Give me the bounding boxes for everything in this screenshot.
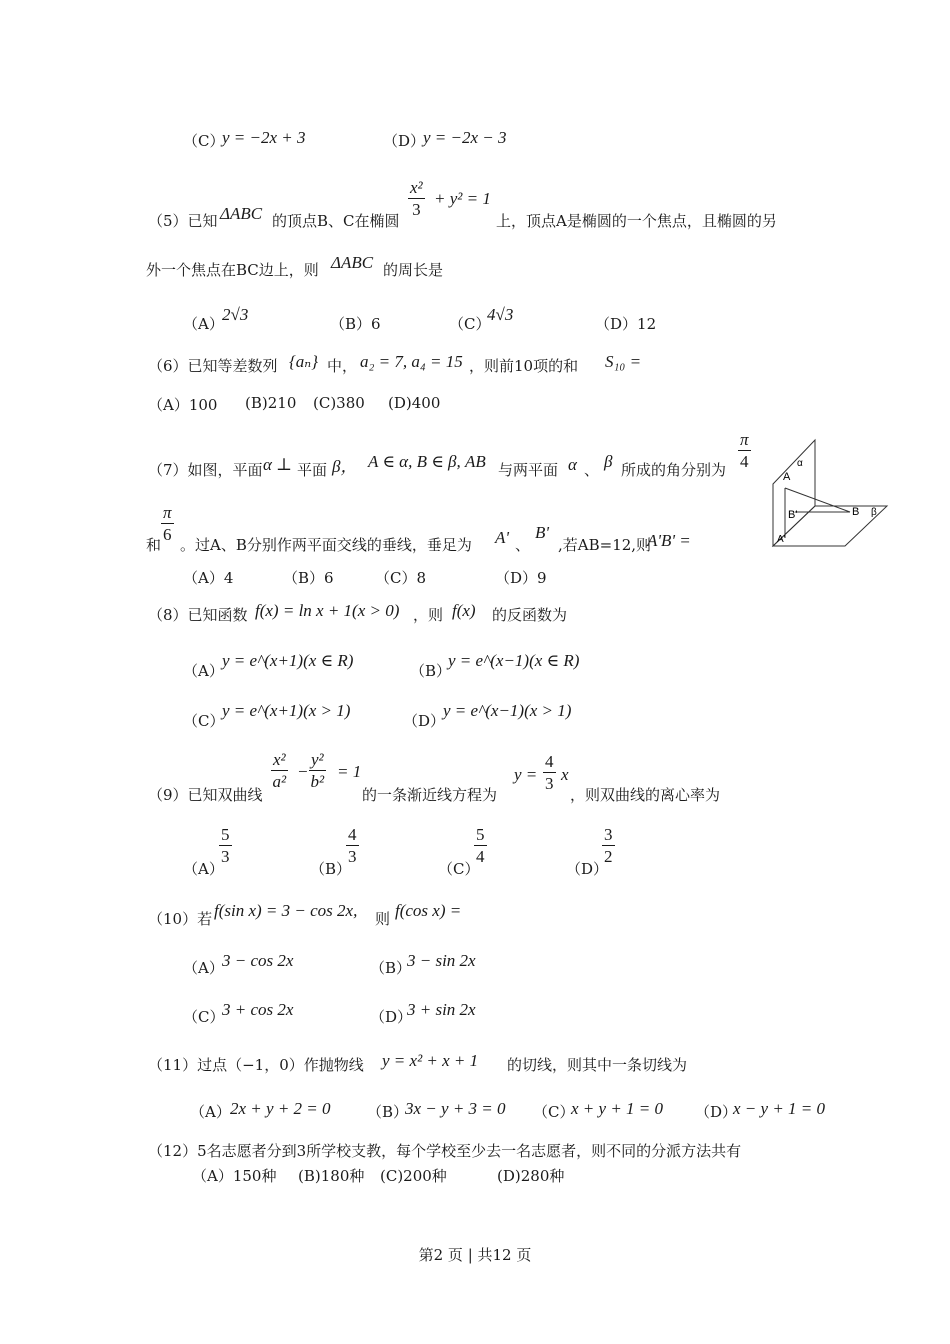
q9-option-d-label: （D）: [566, 860, 609, 878]
q9-k-num: 4: [545, 752, 554, 771]
q7-fig-A: A: [783, 471, 791, 483]
q7-condition: A ∈ α, B ∈ β, AB: [368, 452, 486, 471]
q8-option-a-label: （A）: [183, 662, 224, 680]
q9-d-num: 3: [604, 825, 613, 844]
q10-condition: f(sin x) = 3 − cos 2x,: [214, 901, 358, 920]
q9-option-a-label: （A）: [183, 860, 224, 878]
q4-option-d-expr: y = −2x − 3: [423, 128, 507, 147]
q7-option-c: （C）8: [375, 569, 427, 587]
q9-c-num: 5: [476, 825, 485, 844]
q6-text-2: 中，: [327, 357, 358, 375]
q8-option-c-label: （C）: [183, 712, 225, 730]
q6-condition: a₂ = 7, a₄ = 15: [360, 352, 463, 371]
q5-text-4: 的周长是: [383, 261, 444, 279]
q7-alpha-perp: α ⊥: [263, 455, 293, 474]
q7-fig-alpha: α: [797, 458, 803, 469]
q5-option-b: （B）6: [330, 315, 381, 333]
q7-frac2-den: 6: [163, 525, 172, 544]
q7-b-prime: B': [535, 523, 550, 542]
q6-text-3: ，则前10项的和: [469, 357, 579, 375]
q8-text-2: ，则: [413, 606, 444, 624]
q7-text-1: （7）如图，平面: [148, 461, 263, 479]
q8-function: f(x) = ln x + 1(x > 0): [255, 601, 400, 620]
q10-text-1: （10）若: [148, 910, 213, 928]
q7-text-6: 。过A、B分别作两平面交线的垂线，垂足为: [180, 536, 472, 554]
q7-beta: β，: [332, 457, 358, 476]
q12-option-d: (D)280种: [497, 1167, 565, 1185]
q7-separator-2: 、: [515, 536, 531, 554]
q5-ellipse-fraction: [408, 178, 425, 221]
q9-a-num: 5: [221, 825, 230, 844]
q5-option-c-val: 4√3: [487, 305, 514, 324]
q7-plane-alpha: [773, 440, 815, 546]
q10-option-d-expr: 3 + sin 2x: [407, 1000, 476, 1019]
q5-option-a-label: （A）: [183, 315, 224, 333]
q9-slope-fraction: [543, 752, 556, 795]
q10-option-c-expr: 3 + cos 2x: [222, 1000, 294, 1019]
q10-option-a-expr: 3 − cos 2x: [222, 951, 294, 970]
q7-frac1-num: π: [740, 430, 749, 449]
q9-h1-num: x²: [273, 750, 286, 769]
q4-option-d-label: （D）: [383, 132, 426, 150]
q7-ab-prime: A'B' =: [647, 531, 691, 550]
q9-hyperbola-frac-2: [309, 750, 326, 793]
q9-h1-den: a²: [272, 772, 287, 791]
q5-triangle-2: ΔABC: [331, 253, 374, 272]
q8-option-c-expr: y = e^(x+1)(x > 1): [222, 701, 351, 720]
q7-text-3: 与两平面: [498, 461, 559, 479]
q12-option-b: (B)180种: [298, 1167, 365, 1185]
q9-text-2: 的一条渐近线方程为: [362, 786, 498, 804]
q9-eq: = 1: [337, 762, 362, 781]
q7-fig-Aprime: A': [777, 534, 786, 545]
q10-option-c-label: （C）: [183, 1008, 225, 1026]
q11-option-a-label: （A）: [190, 1103, 231, 1121]
q7-text-7: ,若AB=12,则: [558, 536, 652, 554]
q4-option-c-label: （C）: [183, 132, 225, 150]
q9-text-1: （9）已知双曲线: [148, 786, 263, 804]
q7-frac2-num: π: [163, 503, 172, 522]
page-footer: 第2 页 | 共12 页: [418, 1246, 532, 1264]
q10-ask: f(cos x) =: [395, 901, 462, 920]
q7-frac1-den: 4: [740, 452, 749, 471]
q9-option-c-label: （C）: [438, 860, 480, 878]
q6-sequence: {aₙ}: [289, 352, 318, 371]
q8-text-3: 的反函数为: [492, 606, 568, 624]
q9-b-num: 4: [348, 825, 357, 844]
q9-text-3: ，则双曲线的离心率为: [570, 786, 721, 804]
q4-option-c-expr: y = −2x + 3: [222, 128, 306, 147]
q11-text-1: （11）过点（−1，0）作抛物线: [148, 1056, 364, 1074]
q7-beta-2: β: [604, 452, 613, 471]
q7-angle-fraction-2: [161, 503, 174, 546]
q11-option-d-expr: x − y + 1 = 0: [733, 1099, 826, 1118]
q5-text-1: 的顶点B、C在椭圆: [272, 212, 400, 230]
q6-option-c: (C)380: [313, 394, 365, 412]
q9-hyperbola-frac-1: [271, 750, 288, 793]
q10-option-a-label: （A）: [183, 959, 224, 977]
q7-fig-Bprime: B': [788, 509, 798, 521]
q9-option-a-frac: [219, 825, 232, 868]
q11-option-b-expr: 3x − y + 3 = 0: [405, 1099, 506, 1118]
q5-option-c-label: （C）: [449, 315, 491, 333]
q9-k-den: 3: [545, 774, 554, 793]
q7-option-a: （A）4: [183, 569, 234, 587]
q11-curve: y = x² + x + 1: [382, 1051, 479, 1070]
q11-option-b-label: （B）: [367, 1103, 409, 1121]
q5-text-3: 外一个焦点在BC边上，则: [146, 261, 319, 279]
q10-option-d-label: （D）: [370, 1008, 413, 1026]
q9-option-c-frac: [474, 825, 487, 868]
q9-d-den: 2: [604, 847, 613, 866]
q11-text-2: 的切线，则其中一条切线为: [507, 1056, 688, 1074]
q11-option-c-expr: x + y + 1 = 0: [571, 1099, 664, 1118]
q9-option-b-label: （B）: [310, 860, 352, 878]
q8-option-a-expr: y = e^(x+1)(x ∈ R): [222, 651, 354, 670]
q5-ellipse-den: 3: [412, 200, 421, 219]
q9-a-den: 3: [221, 847, 230, 866]
q7-angle-fraction-1: [738, 430, 751, 473]
q5-option-d: （D）12: [595, 315, 657, 333]
q5-text-2: 上，顶点A是椭圆的一个焦点，且椭圆的另: [496, 212, 777, 230]
q11-option-c-label: （C）: [533, 1103, 575, 1121]
q5-ellipse-rest: + y² = 1: [434, 189, 491, 208]
q9-h2-den: b²: [310, 772, 325, 791]
q7-a-prime: A': [495, 528, 510, 547]
q8-fx: f(x): [452, 601, 476, 620]
q6-option-d: (D)400: [388, 394, 441, 412]
q8-option-b-label: （B）: [410, 662, 452, 680]
q7-separator: 、: [584, 461, 600, 479]
q9-minus: −: [297, 762, 309, 781]
q9-option-d-frac: [602, 825, 615, 868]
q5-option-a-val: 2√3: [222, 305, 249, 324]
q12-text: （12）5名志愿者分到3所学校支教，每个学校至少去一名志愿者，则不同的分派方法共有: [148, 1142, 742, 1160]
q6-option-b: (B)210: [245, 394, 297, 412]
q9-y-eq: y =: [514, 765, 538, 784]
q7-alpha-2: α: [568, 455, 577, 474]
q10-text-2: 则: [375, 910, 391, 928]
q12-option-c: (C)200种: [380, 1167, 447, 1185]
q7-fig-beta: β: [871, 507, 877, 518]
q11-option-d-label: （D）: [695, 1103, 738, 1121]
q9-option-b-frac: [346, 825, 359, 868]
q10-option-b-label: （B）: [370, 959, 412, 977]
q9-h2-num: y²: [311, 750, 324, 769]
q8-text-1: （8）已知函数: [148, 606, 248, 624]
q8-option-d-label: （D）: [403, 712, 446, 730]
q10-option-b-expr: 3 − sin 2x: [407, 951, 476, 970]
q9-c-den: 4: [476, 847, 485, 866]
q6-text-1: （6）已知等差数列: [148, 357, 278, 375]
q12-option-a: （A）150种: [192, 1167, 277, 1185]
q7-figure: [765, 436, 895, 551]
q5-ellipse-num: x²: [410, 178, 423, 197]
q8-option-d-expr: y = e^(x−1)(x > 1): [443, 701, 572, 720]
q9-x: x: [561, 765, 569, 784]
q7-text-5: 和: [146, 536, 162, 554]
q5-triangle: ΔABC: [220, 204, 263, 223]
q7-option-d: （D）9: [495, 569, 547, 587]
q5-number: （5）已知: [148, 212, 218, 230]
q7-text-4: 所成的角分别为: [621, 461, 727, 479]
q6-option-a: （A）100: [148, 396, 218, 414]
q8-option-b-expr: y = e^(x−1)(x ∈ R): [448, 651, 580, 670]
q6-s10: S₁₀ =: [605, 352, 642, 371]
q9-b-den: 3: [348, 847, 357, 866]
q7-option-b: （B）6: [283, 569, 334, 587]
q7-fig-B: B: [852, 506, 860, 518]
q7-text-2: 平面: [297, 461, 328, 479]
q11-option-a-expr: 2x + y + 2 = 0: [230, 1099, 331, 1118]
